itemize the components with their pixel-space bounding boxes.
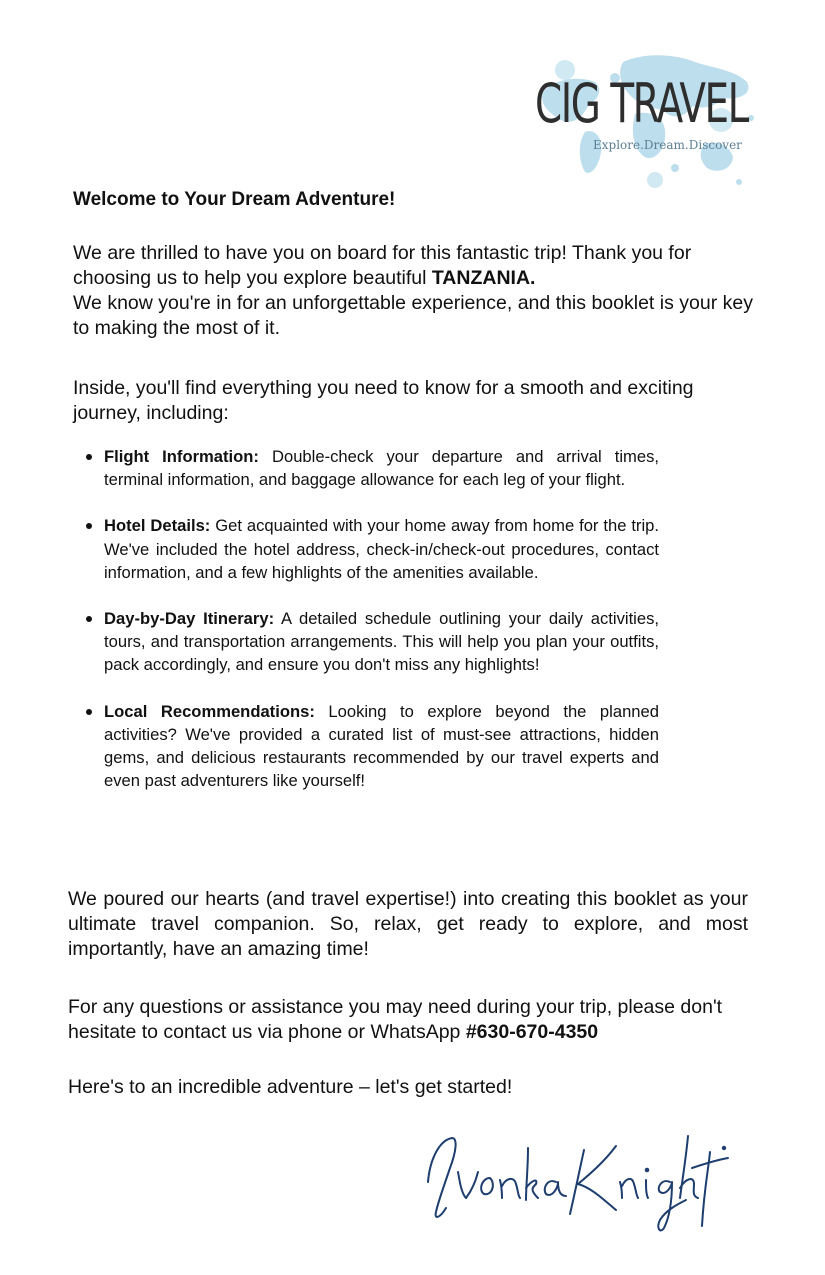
closing-paragraph: We poured our hearts (and travel expertise!) into creating this booklet as your ultimate travel companion. So, relax, get ready to explore, and most importantly, have an amazing time! <box>68 888 748 960</box>
intro-paragraph <box>73 241 753 291</box>
destination-name: TANZANIA. <box>431 267 536 289</box>
list-item-label: Hotel Details: <box>104 516 211 536</box>
logo-tagline: Explore.Dream.Discover <box>593 138 742 152</box>
list-item-text: Double-check your departure and arrival times, terminal information, and baggage allowance for each leg of your flight. <box>104 447 659 490</box>
list-item-text: A detailed schedule outlining your daily activities, tours, and transportation arrangements. This will help you plan your outfits, pack accordingly, and ensure you don't miss any highlights! <box>104 609 659 675</box>
list-item-flight-information <box>104 445 659 491</box>
list-item-text: Looking to explore beyond the planned activities? We've provided a curated list of must-see attractions, hidden gems, and delicious restaurants recommended by our travel experts and even past adventurers like yourself! <box>104 701 659 791</box>
booklet-paragraph: We know you're in for an unforgettable experience, and this booklet is your key to making the most of it. <box>73 292 753 339</box>
contents-intro-paragraph: Inside, you'll find everything you need to know for a smooth and exciting journey, including: <box>73 377 694 424</box>
list-item-label: Flight Information: <box>104 447 259 466</box>
logo-title: CIG TRAVEL <box>535 72 748 135</box>
contact-paragraph <box>68 995 748 1045</box>
list-item-itinerary <box>104 607 659 677</box>
signature <box>420 1128 740 1238</box>
company-logo <box>525 48 757 192</box>
list-item-hotel-details <box>104 514 659 584</box>
sign-off-line: Here's to an incredible adventure – let's get started! <box>68 1076 513 1098</box>
intro-text: We are thrilled to have you on board for this fantastic trip! Thank you for choosing us to help you explore beautiful <box>73 242 692 289</box>
list-item-label: Local Recommendations: <box>104 701 315 721</box>
list-item-label: Day-by-Day Itinerary: <box>104 609 275 629</box>
contents-list <box>104 445 659 815</box>
contact-phone: #630-670-4350 <box>465 1021 599 1043</box>
contact-text: For any questions or assistance you may need during your trip, please don't hesitate to contact us via phone or WhatsApp <box>68 996 723 1043</box>
letter-heading: Welcome to Your Dream Adventure! <box>73 189 396 210</box>
list-item-text: Get acquainted with your home away from home for the trip. We've included the hotel address, check-in/check-out procedures, contact information, and a few highlights of the amenities available. <box>104 516 659 582</box>
list-item-local-recommendations <box>104 700 659 793</box>
